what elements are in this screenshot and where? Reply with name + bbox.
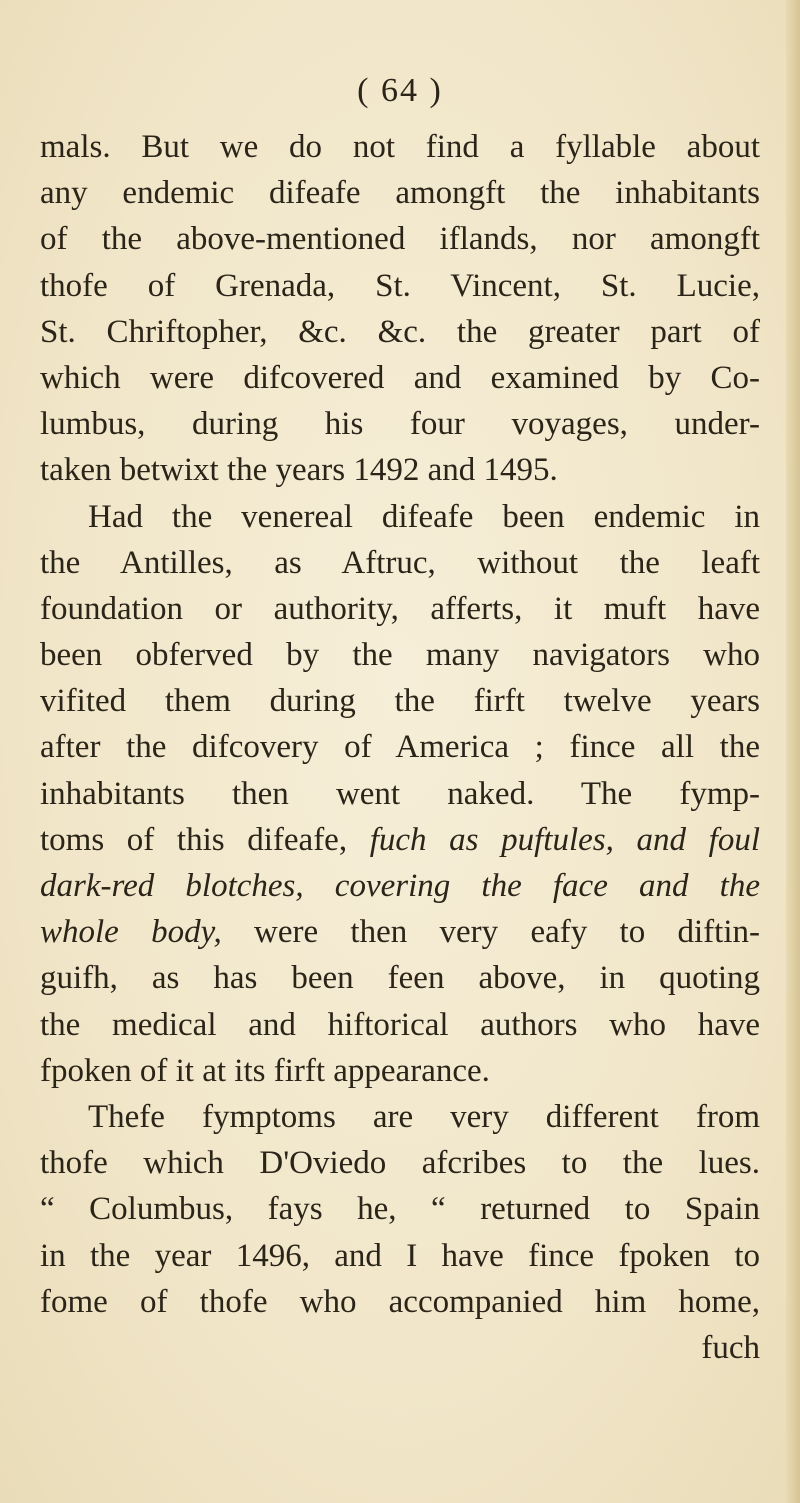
text-line: mals. But we do not find a fyllable about [40,129,760,165]
text-line: in the year 1496, and I have fince fpoken to [40,1237,760,1274]
body-text [40,124,760,1371]
text-line: been obferved by the many navigators who [40,637,760,674]
italic-text: fuch as puftules, and foul [369,821,760,858]
paragraph-start: Thefe fymptoms are very different from [88,1098,760,1135]
text-line: which were difcovered and examined by Co- [40,359,760,396]
text-line: inhabitants then went naked. The fymp- [40,775,760,812]
text-line: of the above-mentioned iflands, nor amongft [40,221,760,258]
text-line: fpoken of it at its firft appearance. [40,1052,490,1089]
text-line: guifh, as has been feen above, in quoting [40,960,760,997]
text-line: after the difcovery of America ; fince all the [40,729,760,766]
text-line: vifited them during the firft twelve years [40,683,760,720]
italic-text: whole body, [40,914,222,951]
text-line: foundation or authority, afferts, it muft have [40,590,760,627]
text-segment: were then very eafy to diftin- [221,914,760,951]
paragraph-start: Had the venereal difeafe been endemic in [88,498,760,535]
text-line [40,863,760,909]
text-line [40,909,760,955]
page-edge [786,0,800,1503]
text-line: thofe of Grenada, St. Vincent, St. Lucie, [40,267,760,304]
text-line: the medical and hiftorical authors who have [40,1006,760,1043]
text-line: St. Chriftopher, &c. &c. the greater part of [40,313,760,350]
text-line: thofe which D'Oviedo afcribes to the lues. [40,1145,760,1182]
text-line: “ Columbus, fays he, “ returned to Spain [40,1191,760,1228]
italic-text: dark-red blotches, covering the face and the [40,868,760,904]
text-line: any endemic difeafe amongft the inhabitants [40,175,760,212]
text-line: fome of thofe who accompanied him home, [40,1283,760,1320]
text-line: the Antilles, as Aftruc, without the leaft [40,544,760,581]
text-line [40,817,760,863]
text-segment: toms of this difeafe, [40,821,370,858]
text-line: lumbus, during his four voyages, under- [40,406,760,443]
catchword: fuch [701,1329,760,1366]
text-line: taken betwixt the years 1492 and 1495. [40,452,558,489]
page-number: ( 64 ) [357,72,443,109]
